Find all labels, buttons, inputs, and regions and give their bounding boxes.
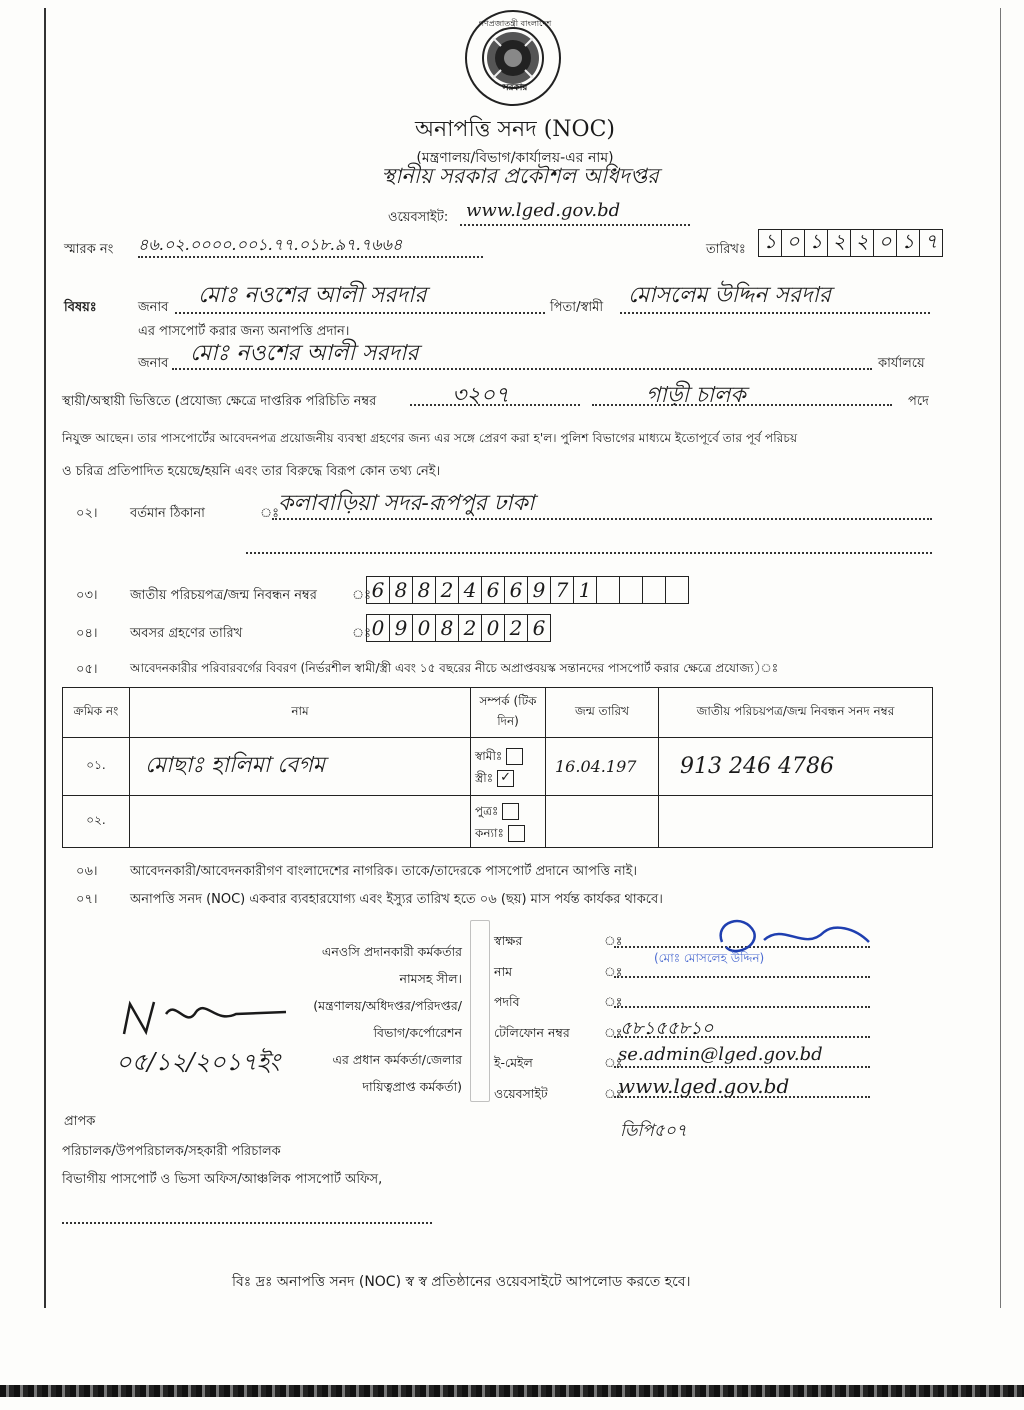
retire-label: অবসর গ্রহণের তারিখ bbox=[130, 626, 243, 641]
footer-note: বিঃ দ্রঃ অনাপত্তি সনদ (NOC) স্ব স্ব প্রতিষ্ঠানের ওয়েবসাইটে আপলোড করতে হবে। bbox=[232, 1274, 691, 1290]
row-name bbox=[130, 738, 471, 796]
date-digit: ১ bbox=[759, 230, 782, 256]
website-label: ওয়েবসাইট: bbox=[388, 210, 449, 225]
address-dots-2 bbox=[246, 552, 932, 554]
retire-digit: 9 bbox=[390, 615, 413, 641]
nid-digit: 2 bbox=[436, 577, 459, 603]
scan-edge-bar bbox=[0, 1385, 1024, 1397]
row-relation bbox=[471, 738, 546, 796]
applicant-signature bbox=[116, 994, 296, 1044]
nid-digit: 6 bbox=[482, 577, 505, 603]
seal-text-bottom: সরকার bbox=[502, 83, 528, 93]
table-row bbox=[63, 738, 933, 796]
officer-desc-line: এনওসি প্রদানকারী কর্মকর্তার bbox=[321, 944, 462, 959]
document-subtitle: (মন্ত্রণালয়/বিভাগ/কার্যালয়-এর নাম) bbox=[416, 150, 614, 166]
nid-colon: ঃ bbox=[352, 588, 372, 603]
applicant-dots bbox=[175, 312, 545, 314]
retire-digit: 2 bbox=[505, 615, 528, 641]
subject-line2: এর পাসপোর্ট করার জন্য অনাপত্তি প্রদান। bbox=[138, 324, 350, 339]
item-number-05: ০৫। bbox=[76, 662, 98, 677]
office-suffix: কার্যালয়ে bbox=[878, 356, 925, 371]
header-nid: জাতীয় পরিচয়পত্র/জন্ম নিবন্ধন সনদ নম্বর bbox=[659, 688, 933, 738]
date-digit: ০ bbox=[782, 230, 805, 256]
post-suffix: পদে bbox=[908, 394, 929, 409]
relation-daughter-label: কন্যাঃ bbox=[475, 825, 504, 840]
relation-son-label: পুত্রঃ bbox=[475, 803, 499, 818]
subject-label: বিষয়ঃ bbox=[64, 300, 97, 315]
paragraph-line2: ও চরিত্র প্রতিপাদিত হয়েছে/হয়নি এবং তার বিরুদ্ধে বিরূপ কোন তথ্য নেই। bbox=[62, 464, 441, 479]
website-dots bbox=[460, 224, 690, 226]
nid-digit: 8 bbox=[413, 577, 436, 603]
email-dots bbox=[614, 1066, 870, 1068]
row-name-value: মোছাঃ হালিমা বেগম bbox=[145, 753, 325, 778]
seal-text-top: গণপ্রজাতন্ত্রী বাংলাদেশ bbox=[478, 19, 552, 28]
date-boxes bbox=[758, 229, 943, 257]
header-dob: জন্ম তারিখ bbox=[546, 688, 659, 738]
retire-digit: 8 bbox=[436, 615, 459, 641]
row-nid bbox=[659, 796, 933, 848]
recipient-line1: পরিচালক/উপপরিচালক/সহকারী পরিচালক bbox=[62, 1144, 281, 1159]
date-digit: ১ bbox=[805, 230, 828, 256]
row-serial: ০২. bbox=[63, 796, 130, 848]
officer-field-label: টেলিফোন নম্বর bbox=[494, 1024, 570, 1040]
post-dots bbox=[592, 404, 892, 406]
retire-digit: 2 bbox=[459, 615, 482, 641]
nid-digit bbox=[643, 577, 666, 603]
retire-colon: ঃ bbox=[352, 626, 372, 641]
retire-digit: 0 bbox=[367, 615, 390, 641]
nid-digit bbox=[597, 577, 620, 603]
nid-digit: 6 bbox=[367, 577, 390, 603]
paragraph-line1: নিযুক্ত আছেন। তার পাসপোর্টের আবেদনপত্র প্রয়োজনীয় ব্যবস্থা গ্রহণের জন্য এর সঙ্গে প্রেরণ করা হ'ল। পুলিশ বিভাগের মাধ্যমে ইতোপূর্বে তার পূর্ব পরিচয় bbox=[62, 431, 798, 445]
officer-desc-line: বিভাগ/কর্পোরেশন bbox=[373, 1025, 462, 1040]
officer-description bbox=[270, 938, 462, 1100]
father-dots bbox=[620, 312, 930, 314]
family-table bbox=[62, 687, 933, 848]
item-number-06: ০৬। bbox=[76, 864, 98, 879]
date-digit: ২ bbox=[851, 230, 874, 256]
left-margin-line bbox=[44, 8, 46, 1308]
relation-husband-label: স্বামীঃ bbox=[475, 748, 503, 763]
officer-phone: ৫৮১৫৫৮১০ bbox=[620, 1018, 714, 1039]
recipient-label: প্রাপক bbox=[64, 1114, 96, 1129]
nid-label: জাতীয় পরিচয়পত্র/জন্ম নিবন্ধন নম্বর bbox=[130, 588, 317, 603]
website-value: www.lged.gov.bd bbox=[466, 200, 621, 221]
table-header-row bbox=[63, 688, 933, 738]
recipient-line2: বিভাগীয় পাসপোর্ট ও ভিসা অফিস/আঞ্চলিক পাসপোর্ট অফিস, bbox=[62, 1172, 383, 1187]
header-relation: সম্পর্ক (টিক দিন) bbox=[471, 688, 546, 738]
address-colon: ঃ bbox=[260, 506, 280, 521]
memo-dots bbox=[138, 256, 483, 258]
note-07-text: অনাপত্তি সনদ (NOC) একবার ব্যবহারযোগ্য এবং ইস্যুর তারিখ হতে ০৬ (ছয়) মাস পর্যন্ত কার্যকর থাকবে। bbox=[130, 892, 663, 907]
id-dots bbox=[410, 404, 580, 406]
nid-digit: 8 bbox=[390, 577, 413, 603]
date-digit: ১ bbox=[897, 230, 920, 256]
header-name: নাম bbox=[130, 688, 471, 738]
id-number: ৩২০৭ bbox=[452, 383, 510, 408]
nid-digit: 6 bbox=[505, 577, 528, 603]
janab2-label: জনাব bbox=[138, 356, 169, 371]
father-name: মোসলেম উদ্দিন সরদার bbox=[628, 283, 832, 308]
retire-digit: 6 bbox=[532, 616, 546, 640]
document-title: অনাপত্তি সনদ (NOC) bbox=[414, 117, 616, 142]
officer-field-label: পদবি bbox=[494, 994, 520, 1009]
officer-field-label: নাম bbox=[494, 963, 513, 979]
post-value: গাড়ী চালক bbox=[646, 383, 746, 408]
row-name bbox=[130, 796, 471, 848]
note-06-text: আবেদনকারী/আবেদনকারীগণ বাংলাদেশের নাগরিক। তাকে/তাদেরকে পাসপোর্ট প্রদানে আপত্তি নাই। bbox=[130, 864, 638, 879]
officer-desc-line: দায়িত্বপ্রাপ্ত কর্মকর্তা) bbox=[362, 1079, 462, 1094]
applicant-name2: মোঃ নওশের আলী সরদার bbox=[190, 341, 419, 366]
header-serial: ক্রমিক নং bbox=[63, 688, 130, 738]
table-row bbox=[63, 796, 933, 848]
item-number-03: ০৩। bbox=[76, 588, 98, 603]
item-number-04: ০৪। bbox=[76, 626, 98, 641]
date-digit: ২ bbox=[828, 230, 851, 256]
perm-text: স্থায়ী/অস্থায়ী ভিত্তিতে (প্রযোজ্য ক্ষেত্রে দাপ্তরিক পরিচিতি নম্বর bbox=[62, 394, 377, 409]
officer-name-stamp: (মোঃ মোসলেহ উদ্দিন) bbox=[654, 951, 765, 965]
applicant-name: মোঃ নওশের আলী সরদার bbox=[198, 283, 427, 308]
applicant2-dots bbox=[172, 368, 872, 370]
office-name: স্থানীয় সরকার প্রকৌশল অধিদপ্তর bbox=[381, 164, 659, 188]
officer-website: www.lged.gov.bd bbox=[618, 1074, 790, 1098]
memo-label: স্মারক নং bbox=[64, 242, 114, 257]
relation-option bbox=[475, 745, 541, 767]
item-number-07: ০৭। bbox=[76, 892, 98, 907]
relation-option bbox=[475, 800, 541, 822]
wife-checkbox[interactable]: ✓ bbox=[497, 770, 514, 787]
officer-field-colons: ঃ ঃ ঃ ঃ ঃ ঃ bbox=[604, 933, 623, 1101]
row-nid bbox=[659, 738, 933, 796]
row-nid-value: 913 246 4786 bbox=[680, 754, 834, 779]
nid-digit bbox=[620, 577, 643, 603]
retire-digit: 0 bbox=[413, 615, 436, 641]
officer-fields bbox=[494, 926, 570, 1109]
janab-label: জনাব bbox=[138, 300, 169, 315]
officer-desc-line: (মন্ত্রণালয়/অধিদপ্তর/পরিদপ্তর/ bbox=[313, 998, 462, 1013]
nid-digit bbox=[666, 577, 688, 603]
son-checkbox[interactable] bbox=[502, 803, 519, 820]
husband-checkbox[interactable] bbox=[506, 748, 523, 765]
name-dots bbox=[614, 976, 870, 978]
date-digit: ০ bbox=[874, 230, 897, 256]
memo-number: ৪৬.০২.০০০০.০০১.৭৭.০১৮.৯৭.৭৬৬৪ bbox=[138, 235, 403, 254]
officer-desc-line: এর প্রধান কর্মকর্তা/জেলার bbox=[332, 1052, 462, 1067]
recipient-dots bbox=[62, 1222, 432, 1224]
address-label: বর্তমান ঠিকানা bbox=[130, 506, 205, 521]
row-relation bbox=[471, 796, 546, 848]
family-label: আবেদনকারীর পরিবারবর্গের বিবরণ (নির্ভরশীল স্বামী/স্ত্রী এবং ১৫ বছরের নীচে অপ্রাপ্তবয়স্ক সন্তানদের পাসপোর্ট করার ক্ষেত্রে প্রযোজ্য)ঃ bbox=[130, 661, 779, 675]
nid-boxes bbox=[366, 576, 689, 604]
vertical-seal-strip bbox=[470, 920, 490, 1102]
retire-digit: 0 bbox=[482, 615, 505, 641]
officer-field-label: ওয়েবসাইট bbox=[494, 1085, 548, 1101]
date-label: তারিখঃ bbox=[706, 242, 746, 257]
officer-desc-line: নামসহ সীল। bbox=[399, 971, 462, 986]
designation-dots bbox=[614, 1006, 870, 1008]
row-serial: ০১. bbox=[63, 738, 130, 796]
nid-digit: 7 bbox=[551, 577, 574, 603]
relation-option bbox=[475, 822, 541, 844]
address-value: কলাবাড়িয়া সদর-রূপপুর ঢাকা bbox=[278, 491, 535, 516]
nid-digit: 1 bbox=[574, 577, 597, 603]
father-label: পিতা/স্বামী bbox=[550, 300, 604, 315]
relation-wife-label: স্ত্রীঃ bbox=[475, 770, 494, 785]
right-margin-line bbox=[1000, 8, 1001, 1308]
officer-field-label: স্বাক্ষর bbox=[494, 933, 523, 948]
row-dob-value: 16.04.197 bbox=[555, 757, 637, 776]
item-number-02: ০২। bbox=[76, 506, 98, 521]
retire-boxes bbox=[366, 614, 551, 642]
officer-field-label: ই-মেইল bbox=[494, 1055, 533, 1070]
address-dots-1 bbox=[272, 518, 932, 520]
officer-email: se.admin@lged.gov.bd bbox=[618, 1044, 823, 1065]
daughter-checkbox[interactable] bbox=[508, 825, 525, 842]
relation-option bbox=[475, 767, 541, 789]
handwritten-note: ডিপি৫০৭ bbox=[620, 1121, 687, 1141]
handwritten-date: ০৫/১২/২০১৭ইং bbox=[116, 1048, 280, 1076]
row-dob bbox=[546, 796, 659, 848]
date-digit: ৭ bbox=[924, 228, 938, 253]
row-dob bbox=[546, 738, 659, 796]
nid-digit: 9 bbox=[528, 577, 551, 603]
nid-digit: 4 bbox=[459, 577, 482, 603]
